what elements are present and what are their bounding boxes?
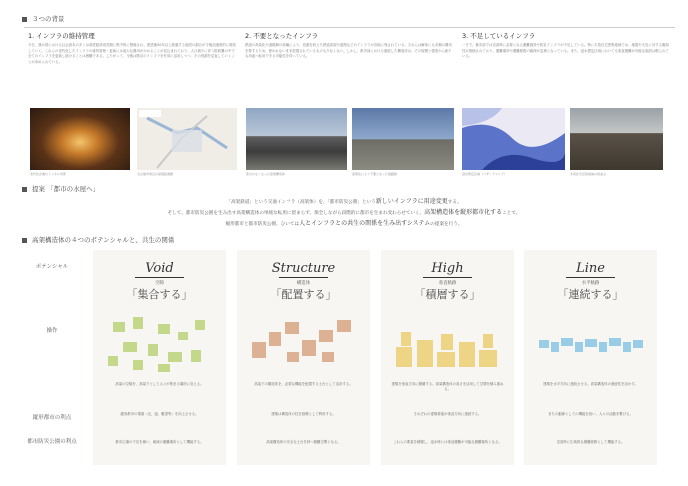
proposal-line-1: 「高架鉄道」という交通インフラ（高架体）を、「都市防災公園」という新しいインフラに用途変更する。 <box>226 198 462 205</box>
photo-caption: 浸水想定区域（ハザードマップ） <box>462 172 507 176</box>
card-japanese-subtitle: 構造体 <box>296 281 311 286</box>
column-heading: 1. インフラの維持管理 <box>28 32 95 40</box>
photo-caption: 名古屋市周辺の高架鉄道網 <box>137 172 174 176</box>
column-heading: 2. 不要となったインフラ <box>245 32 319 40</box>
card-japanese-subtitle: 空隙 <box>155 281 164 286</box>
card-park-benefit: 都市広場の不足を補い、地域の避難場所として機能する。 <box>115 440 204 444</box>
card-operation-text: 高架下の構造体を、必要な機能を配置する土台として活用する。 <box>254 382 353 386</box>
card-action-label: 「集合する」 <box>126 288 193 301</box>
card-action-label: 「積層する」 <box>414 288 481 301</box>
title-underline <box>423 277 472 278</box>
track-remains-photo <box>352 108 454 170</box>
section-1-title: ３つの背景 <box>22 14 65 23</box>
high-operation-diagram <box>391 312 504 378</box>
column-body: 一方で、都市部では災害時に必要となる避難施設や防災インフラが不足している。特に木造住宅密集地域では、地震や火災に対する脆弱性が指摘されており、避難場所や避難経路の確保が急務となっている。また、浸水想定区域においても垂直避難が可能な施設は限られている。 <box>462 43 669 59</box>
card-japanese-subtitle: 水平軌跡 <box>581 281 600 286</box>
hazard-map-photo <box>462 108 565 170</box>
card-vertical-city-benefit: それぞれの建築要素が垂直方向に連続する。 <box>413 412 482 416</box>
card-action-label: 「配置する」 <box>270 288 337 301</box>
square-bullet-icon <box>22 17 27 22</box>
card-operation-text: 建築を水平方向に連続させる。高架構造体の連続性を活かす。 <box>543 382 638 386</box>
card-vertical-city-benefit: まちの動線としての機能を担い、人々の活動を繋げる。 <box>548 412 633 416</box>
card-park-benefit: 災害時に広域的な避難経路として機能する。 <box>556 440 625 444</box>
card-japanese-subtitle: 垂直軌跡 <box>438 281 457 286</box>
card-park-benefit: 高架構造体の安全な土台を持つ避難空間となる。 <box>266 440 341 444</box>
title-underline <box>279 277 328 278</box>
card-english-title: High <box>431 261 464 276</box>
line-operation-diagram <box>534 312 647 378</box>
title-underline <box>135 277 184 278</box>
card-operation-text: 建築を垂直方向に積層する。高架構造体の高さを活用して空間を積み重ねる。 <box>391 382 504 392</box>
railway-map-photo <box>137 108 237 170</box>
card-operation-text: 高架の空隙を、高架下として人々が集まる場所に変える。 <box>115 382 204 386</box>
column-body: 今日、我が国における社会資本の多くは高度経済成長期に集中的に整備され、建設後50年以上経過する施設の割合が今後加速度的に増加していく。これらの老朽化したインフラの維持管理・更新には莫大な費用がかかることが見込まれており、人口減少に伴う財政難の中で全てのインフラを更新し続けることは困難である。したがって、今後は既存のインフラを有効に活用しつつ、その役割を見直していくことが求められている。 <box>28 43 236 64</box>
column-body: 鉄道の高架化や道路網の再編により、役割を終えた鉄道高架や道路などのインフラが各地に残されている。それらは解体にも多額の費用を要するため、使われないまま放置されているものも少なくない。しかし、都市部における連続した構造体は、その規模と強度から新たな用途へ転用できる可能性を持っている。 <box>245 43 452 59</box>
tunnel-photo <box>30 108 130 170</box>
elevated-structure-photo <box>246 108 347 170</box>
potential-card-high <box>381 250 514 465</box>
proposal-line-2: そして、都市防災公園を生み出す高架構造体の単純な転用に留まらず、保全しながら段階的に都市を生まれ変わらせていく。高架構造体を縦形都市化することで、 <box>167 209 521 216</box>
photo-caption: 使われなくなった高架構造体 <box>246 172 286 176</box>
card-vertical-city-benefit: 建築は構造体の柱を基礎として利用する。 <box>271 412 336 416</box>
square-bullet-icon <box>22 238 27 243</box>
row-label-potential: ポテンシャル <box>35 264 69 270</box>
section-3-title: 高架構造体の４つのポテンシャルと、共生の関係 <box>22 235 174 244</box>
row-label-disaster-park: 都市防災公園の利点 <box>27 439 77 445</box>
proposal-line-3: 縦形都市と都市防災公園、ひいては人とインフラとの共生の関係を生み出すシステムの提案を行う。 <box>225 220 463 227</box>
hazard-map-graphic <box>462 108 565 170</box>
card-vertical-city-benefit: 縦形都市の環境（光、風、眺望等）を向上させる。 <box>120 412 199 416</box>
row-label-operation: 操作 <box>46 328 58 334</box>
photo-caption: 高架化により不要となった線路跡 <box>352 172 398 176</box>
potential-card-line <box>524 250 657 465</box>
card-english-title: Line <box>576 261 605 276</box>
column-heading: 3. 不足しているインフラ <box>462 32 536 40</box>
title-underline <box>566 277 615 278</box>
railway-map-graphic <box>137 108 237 170</box>
photo-caption: 老朽化が進むトンネル内部 <box>30 172 66 176</box>
card-english-title: Void <box>145 261 174 276</box>
square-bullet-icon <box>22 187 27 192</box>
void-operation-diagram <box>103 312 216 378</box>
card-english-title: Structure <box>271 261 336 276</box>
card-park-benefit: これらの要素を積層し、浸水時には垂直避難が可能な避難場所となる。 <box>393 440 502 444</box>
card-action-label: 「連続する」 <box>557 288 624 301</box>
section-2-title: 提案 「都市の水屋へ」 <box>22 184 99 193</box>
wooden-houses-photo <box>570 108 663 170</box>
structure-operation-diagram <box>247 312 360 378</box>
photo-caption: 木造住宅密集地域の街並み <box>570 172 607 176</box>
potential-card-void <box>93 250 226 465</box>
potential-card-structure <box>237 250 370 465</box>
row-label-vertical-city: 縦形都市の利点 <box>32 415 72 421</box>
